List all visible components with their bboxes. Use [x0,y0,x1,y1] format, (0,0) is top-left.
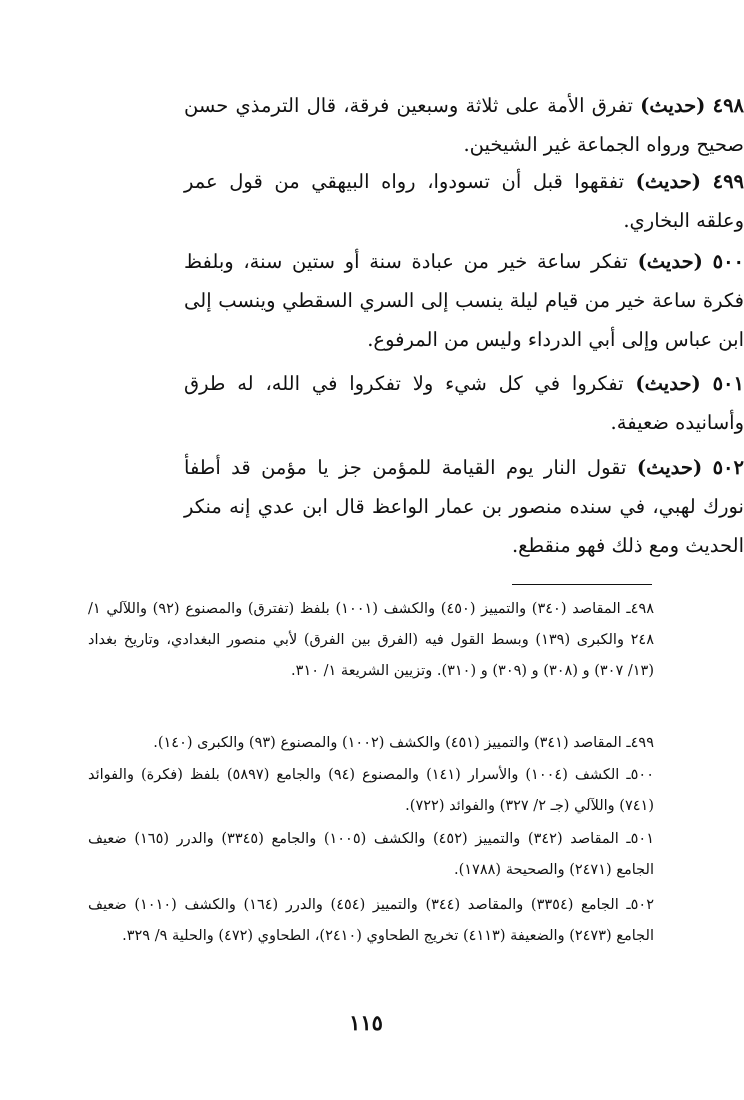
footnote-entry [88,760,654,822]
footnote-entry [88,728,654,759]
footnote-number: ٤٩٩ـ [626,735,654,751]
hadith-text: تفرق الأمة على ثلاثة وسبعين فرقة، قال الترمذي حسن صحيح ورواه الجماعة غير الشيخين. [184,94,744,156]
hadith-text: تفكروا في كل شيء ولا تفكروا في الله، له طرق وأسانيده ضعيفة. [184,372,744,434]
footnote-entry [88,890,654,952]
hadith-number: ٤٩٨ [712,94,744,117]
hadith-entry [184,162,744,240]
hadith-tag: (حديث) [635,372,701,395]
hadith-tag: (حديث) [637,250,703,273]
footnote-entry [88,824,654,886]
hadith-entry [184,448,744,565]
hadith-entry [184,86,744,164]
footnote-text: الجامع (٣٣٥٤) والمقاصد (٣٤٤) والتمييز (٤٥٤) والدرر (١٦٤) والكشف (١٠١٠) ضعيف الجامع (٢٤٧٣) والضعيفة (٤١١٣) تخريج الطحاوي (٢٤١٠)، الطحاوي (٤٧٢) والحلية ٩/ ٣٢٩. [88,897,654,944]
hadith-entry [184,364,744,442]
hadith-number: ٥٠٢ [712,456,744,479]
footnote-number: ٥٠١ـ [626,831,655,847]
hadith-text: تفقهوا قبل أن تسودوا، رواه البيهقي من قول عمر وعلقه البخاري. [184,170,744,232]
hadith-tag: (حديث) [640,94,706,117]
footnote-text: المقاصد (٣٤٢) والتمييز (٤٥٢) والكشف (١٠٠٥) والجامع (٣٣٤٥) والدرر (١٦٥) ضعيف الجامع (٢٤٧١) والصحيحة (١٧٨٨). [88,831,654,878]
page-number: ١١٥ [349,1010,383,1035]
hadith-tag: (حديث) [635,170,701,193]
footnote-entry [88,594,654,687]
footnote-number: ٥٠٢ـ [626,897,655,913]
footnote-number: ٤٩٨ـ [626,601,655,617]
hadith-entry [184,242,744,359]
footnote-text: المقاصد (٣٤٠) والتمييز (٤٥٠) والكشف (١٠٠١) بلفظ (تفترق) والمصنوع (٩٢) واللآلي ١/ ٢٤٨ والكبرى (١٣٩) وبسط القول فيه (الفرق بين الفرق) لأبي منصور البغدادي، وتاريخ بغداد (١٣/ ٣٠٧) و (٣٠٨) و (٣٠٩) و (٣١٠). وتزيين الشريعة ١/ ٣١٠. [88,601,654,679]
hadith-number: ٥٠٠ [712,250,744,273]
footnote-separator [512,584,652,585]
footnote-text: الكشف (١٠٠٤) والأسرار (١٤١) والمصنوع (٩٤) والجامع (٥٨٩٧) بلفظ (فكرة) والفوائد (٧٤١) واللآلي (جـ ٢/ ٣٢٧) والفوائد (٧٢٢). [88,767,654,814]
hadith-number: ٥٠١ [712,372,744,395]
hadith-tag: (حديث) [636,456,703,479]
hadith-number: ٤٩٩ [712,170,744,193]
hadith-text: تفكر ساعة خير من عبادة سنة أو ستين سنة، وبلفظ فكرة ساعة خير من قيام ليلة ينسب إلى السري السقطي وينسب إلى ابن عباس وإلى أبي الدرداء وليس من المرفوع. [184,250,744,351]
footnote-text: المقاصد (٣٤١) والتمييز (٤٥١) والكشف (١٠٠٢) والمصنوع (٩٣) والكبرى (١٤٠). [153,735,622,751]
footnote-number: ٥٠٠ـ [626,767,654,783]
hadith-text: تقول النار يوم القيامة للمؤمن جز يا مؤمن قد أطفأ نورك لهبي، في سنده منصور بن عمار الواعظ قال ابن عدي إنه منكر الحديث ومع ذلك فهو منقطع. [184,456,744,557]
